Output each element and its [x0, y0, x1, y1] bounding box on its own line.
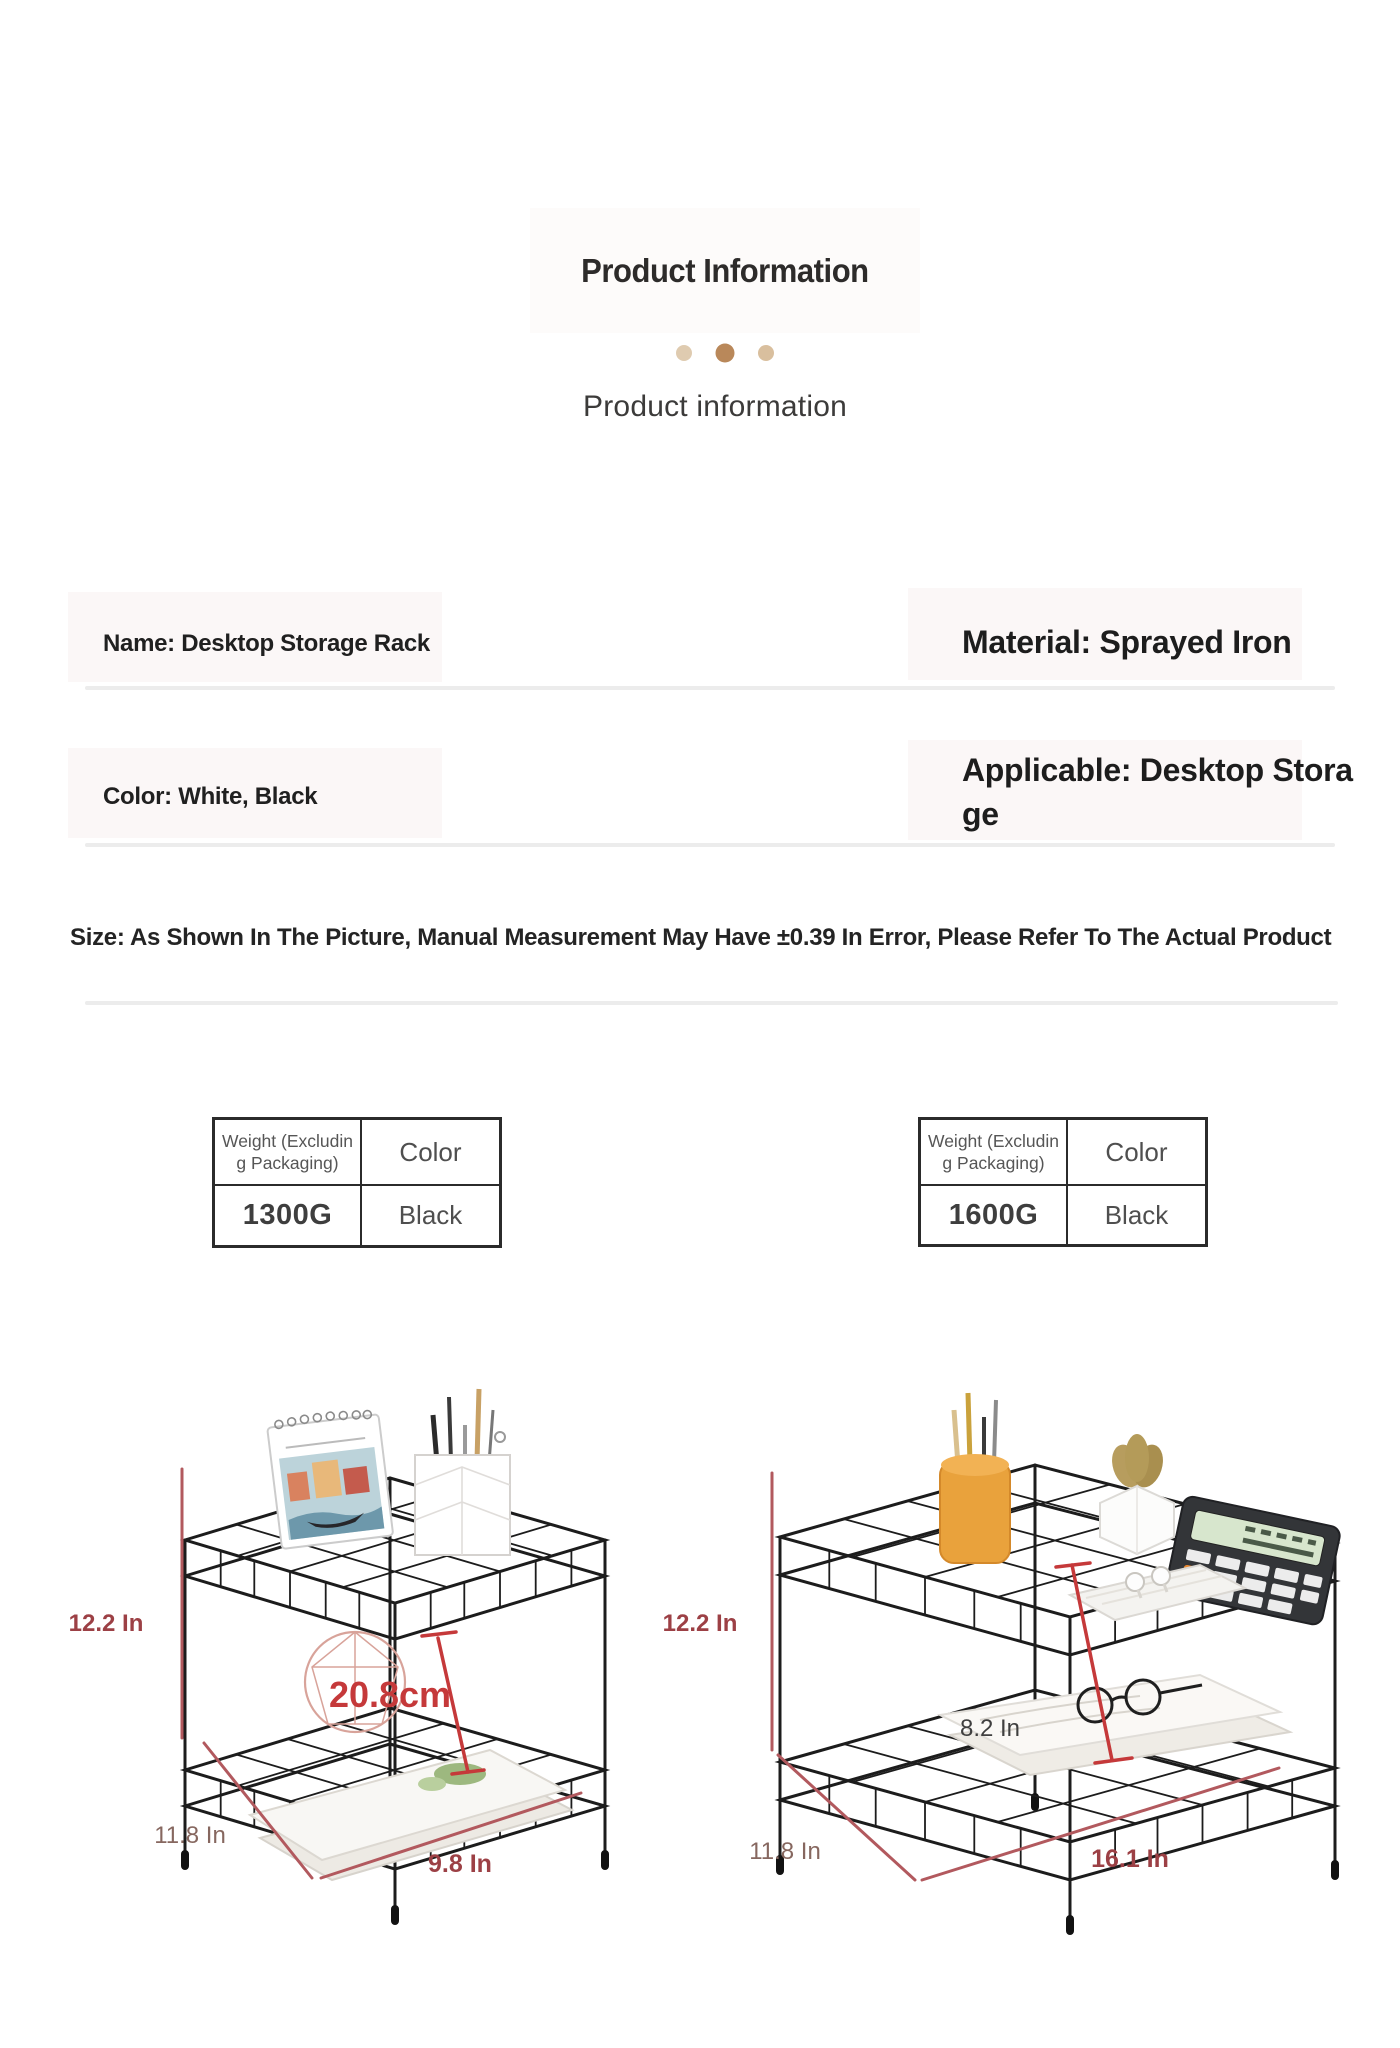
variant-table-black-large — [918, 1117, 1208, 1247]
width-label: 9.8 In — [428, 1850, 492, 1878]
table-header-color: Color — [362, 1120, 499, 1186]
table-value-weight: 1300G — [215, 1186, 362, 1245]
inner-height-label: 20.8cm — [328, 1674, 452, 1715]
height-label: 12.2 In — [662, 1610, 738, 1637]
desk-calendar — [266, 1406, 393, 1549]
width-label: 16.1 In — [1091, 1845, 1169, 1873]
small-rack-illustration — [60, 1360, 680, 1960]
inner-height-label: 8.2 In — [959, 1715, 1021, 1742]
carousel-dots — [672, 340, 784, 366]
pen-holder — [415, 1389, 510, 1555]
divider — [85, 1001, 1338, 1005]
product-information-banner — [530, 208, 920, 333]
spec-material: Material: Sprayed Iron — [962, 624, 1292, 660]
table-value-color: Black — [398, 1200, 463, 1230]
upper-shelf — [185, 1478, 605, 1639]
pencil-cup — [940, 1393, 1010, 1563]
table-header-weight: Weight (Excluding Packaging) — [921, 1120, 1068, 1186]
depth-label: 11.8 In — [154, 1822, 226, 1849]
large-rack-illustration — [640, 1360, 1360, 1960]
spec-applicable: Applicable: Desktop Storage — [962, 752, 1353, 832]
product-photo-small-rack — [60, 1360, 680, 1960]
table-value-color: Black — [1104, 1199, 1169, 1230]
variant-table-black-small — [212, 1117, 502, 1248]
table-header-color: Color — [1068, 1120, 1205, 1186]
divider — [85, 843, 1335, 847]
rack-feet — [780, 1797, 1335, 1931]
carousel-dot[interactable] — [758, 345, 774, 361]
spec-size-note: Size: As Shown In The Picture, Manual Measurement May Have ±0.39 In Error, Please Refer To The Actual Product — [70, 924, 1332, 951]
height-label: 12.2 In — [68, 1610, 144, 1637]
depth-label: 11.8 In — [749, 1838, 821, 1865]
divider — [85, 686, 1335, 690]
carousel-dot-active[interactable] — [716, 344, 735, 363]
page-title: Product Information — [581, 251, 869, 289]
product-photo-large-rack — [640, 1360, 1360, 1960]
table-header-weight: Weight (Excluding Packaging) — [215, 1120, 362, 1186]
spec-name: Name: Desktop Storage Rack — [103, 630, 430, 657]
table-value-weight: 1600G — [921, 1186, 1068, 1244]
succulent-planter — [1100, 1434, 1174, 1554]
section-subtitle: Product information — [583, 390, 847, 423]
carousel-dot[interactable] — [676, 345, 692, 361]
spec-color: Color: White, Black — [103, 783, 318, 810]
calculator — [1164, 1495, 1341, 1626]
